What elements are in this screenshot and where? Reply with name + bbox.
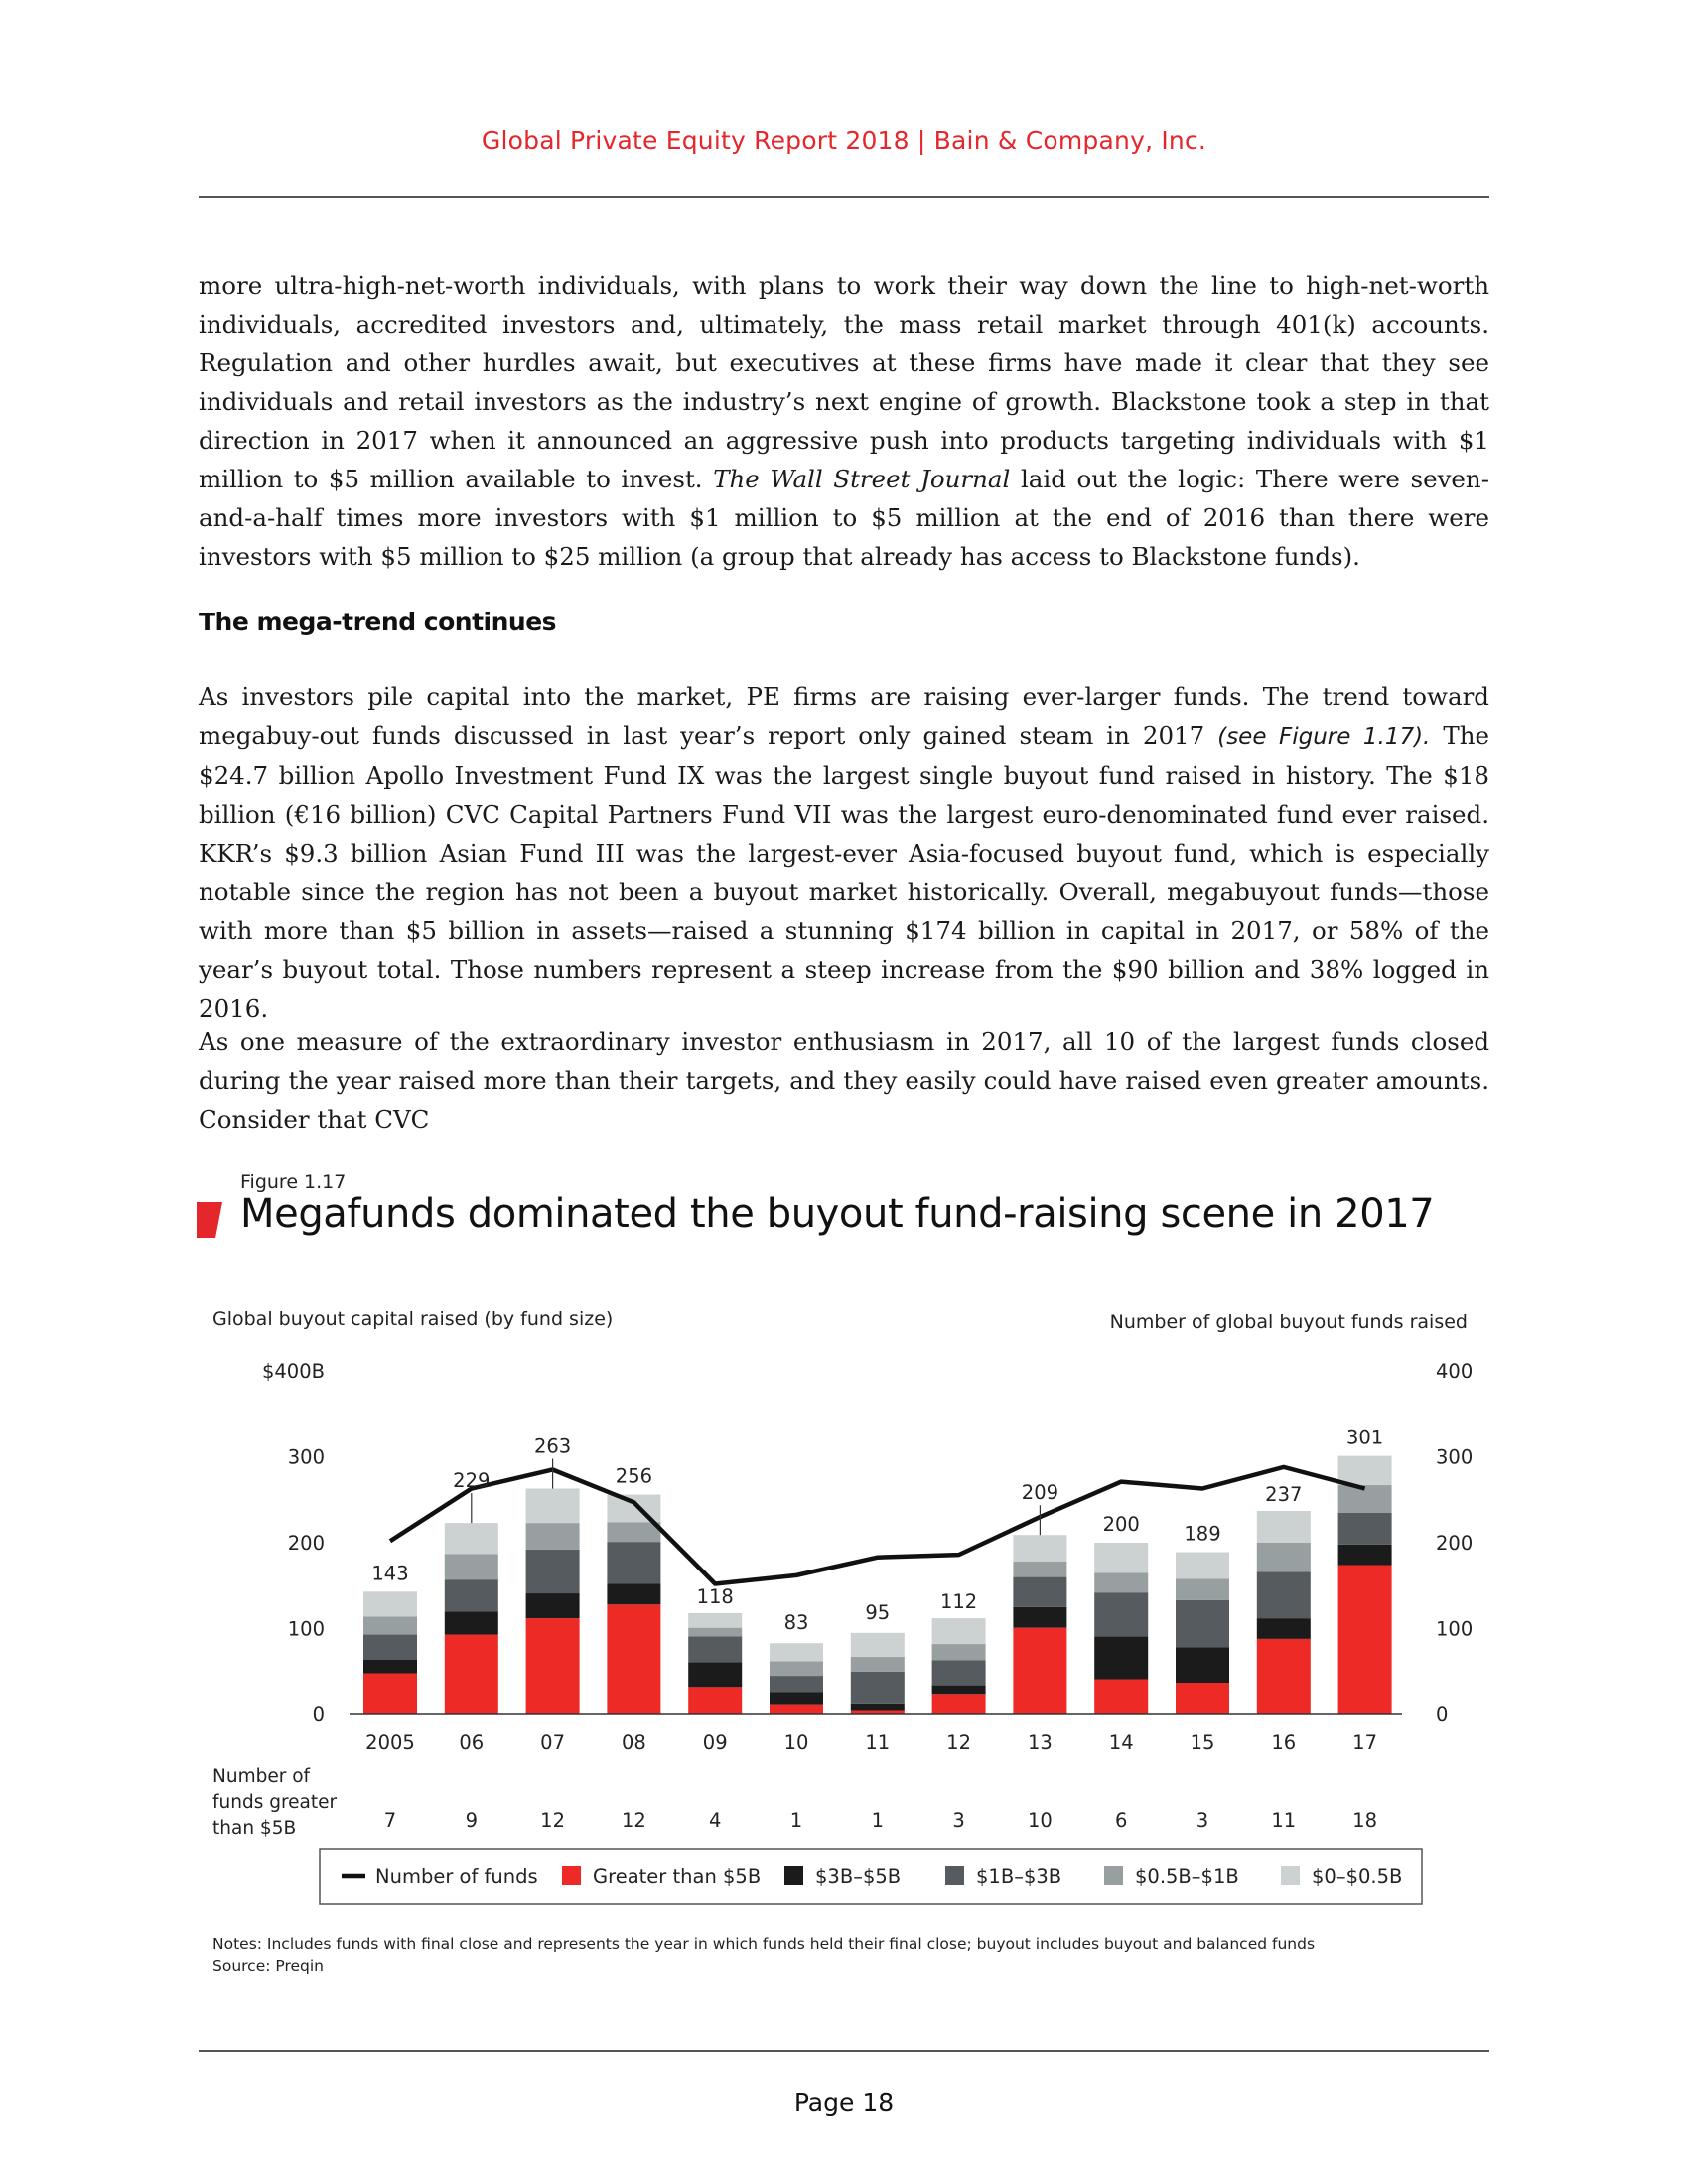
bar-segment — [363, 1616, 417, 1634]
bar-segment — [1013, 1577, 1066, 1607]
megafund-count: 3 — [952, 1809, 965, 1832]
bar-segment — [1176, 1683, 1229, 1714]
bar-segment — [1176, 1600, 1229, 1648]
bar-segment — [1013, 1562, 1066, 1577]
bar-segment — [688, 1687, 742, 1714]
bar-segment — [363, 1673, 417, 1714]
megafund-count: 3 — [1196, 1809, 1209, 1832]
megafund-count: 10 — [1027, 1809, 1053, 1832]
bar-segment — [1013, 1535, 1066, 1562]
bar-segment — [851, 1657, 905, 1672]
bar-total-label: 229 — [453, 1469, 491, 1493]
bar-total-label: 256 — [615, 1464, 653, 1488]
bar-segment — [1257, 1543, 1311, 1571]
x-tick-label: 16 — [1271, 1731, 1297, 1754]
bar-segment — [363, 1660, 417, 1674]
body-paragraph-1: more ultra-high-net-worth individuals, with plans to work their way down the line to high-net-worth individuals, accredited investors and, ultimately, the mass retail market through 401(k) accounts. Regulation and other hurdles await, but executives at these firms have made it clear that they see individuals and retail investors as the industry’s next engine of growth. Blackstone took a step in that direction in 2017 when it announced an aggressive push into products targeting individuals with $1 million to $5 million available to invest. The Wall Street Journal laid out the logic: There were seven-and-a-half times more investors with $1 million to $5 million at the end of 2016 than there were investors with $5 million to $25 million (a group that already has access to Blackstone funds). — [199, 271, 1489, 571]
legend-swatch — [1281, 1866, 1300, 1885]
bar-segment — [363, 1591, 417, 1616]
bar-segment — [932, 1694, 986, 1714]
bar-total-label: 118 — [696, 1584, 734, 1608]
bar-segment — [1338, 1565, 1392, 1714]
bar-segment — [932, 1618, 986, 1644]
bar-segment — [1338, 1456, 1392, 1485]
figure-notes — [212, 1933, 1315, 1977]
figure-notes-text: Notes: Includes funds with final close and represents the year in which funds held their final close; buyout includes buyout and balanced funds — [212, 1935, 1316, 1953]
bar-segment — [1176, 1648, 1229, 1683]
bar-segment — [1338, 1485, 1392, 1513]
megafund-count: 1 — [789, 1809, 803, 1832]
bar-total-label: 189 — [1184, 1522, 1221, 1546]
report-header: Global Private Equity Report 2018 | Bain & Company, Inc. — [481, 126, 1207, 155]
bar-total-label: 112 — [939, 1590, 978, 1614]
bar-segment — [445, 1554, 498, 1579]
left-tick-label: 300 — [287, 1445, 325, 1469]
bar-segment — [1013, 1628, 1066, 1714]
x-tick-label: 2005 — [365, 1731, 415, 1754]
bar-segment — [1257, 1618, 1311, 1639]
section-heading: The mega-trend continues — [199, 608, 557, 636]
bar-segment — [1176, 1553, 1229, 1579]
bar-segment — [688, 1628, 742, 1637]
bar-total-label: 237 — [1265, 1482, 1303, 1506]
bar-segment — [932, 1644, 986, 1660]
body-paragraph-2: As investors pile capital into the market, PE firms are raising ever-larger funds. The trend toward megabuy-out funds discussed in last year’s report only gained steam in 2017 (see Figure 1.17). The $24.7 billion Apollo Investment Fund IX was the largest single buyout fund raised in history. The $18 billion (€16 billion) CVC Capital Partners Fund VII was the largest euro-denominated fund ever raised. KKR’s $9.3 billion Asian Fund III was the largest-ever Asia-focused buyout fund, which is especially notable since the region has not been a buyout market historically. Overall, megabuyout funds—those with more than $5 billion in assets—raised a stunning $174 billion in capital in 2017, or 58% of the year’s buyout total. Those numbers represent a steep increase from the $90 billion and 38% logged in 2016. — [199, 682, 1489, 1023]
figure-title: Megafunds dominated the buyout fund-raising scene in 2017 — [240, 1191, 1435, 1237]
bar-segment — [607, 1584, 660, 1605]
bar-segment — [445, 1611, 498, 1634]
right-axis-title: Number of global buyout funds raised — [1109, 1311, 1468, 1333]
bar-segment — [1257, 1639, 1311, 1714]
megafund-count: 4 — [708, 1809, 722, 1832]
megafund-count: 12 — [621, 1809, 646, 1832]
right-tick-label: 300 — [1436, 1445, 1474, 1469]
bar-segment — [688, 1613, 742, 1628]
bar-total-label: 83 — [783, 1611, 809, 1635]
right-tick-label: 100 — [1436, 1617, 1474, 1641]
bar-segment — [851, 1672, 905, 1704]
bar-total-label: 263 — [533, 1434, 572, 1458]
figure-source: Source: Preqin — [212, 1957, 324, 1975]
legend-label: $0.5B–$1B — [1135, 1865, 1239, 1888]
megafund-count: 12 — [540, 1809, 566, 1832]
bar-segment — [932, 1661, 986, 1686]
bar-segment — [1338, 1513, 1392, 1545]
bar-segment — [445, 1579, 498, 1611]
megafund-row-label: than $5B — [212, 1818, 297, 1839]
bar-segment — [1013, 1607, 1066, 1628]
legend-swatch — [1104, 1866, 1123, 1885]
bar-segment — [445, 1523, 498, 1554]
x-tick-label: 14 — [1108, 1731, 1134, 1754]
megafund-row-label: Number of — [212, 1766, 311, 1787]
bar-segment — [770, 1643, 823, 1661]
bar-segment — [607, 1542, 660, 1583]
footer-rule — [199, 2050, 1489, 2052]
x-tick-label: 08 — [621, 1731, 646, 1754]
bar-segment — [526, 1550, 580, 1593]
bar-total-label: 95 — [865, 1600, 891, 1624]
bar-segment — [688, 1636, 742, 1662]
left-tick-label: 200 — [287, 1532, 325, 1555]
bar-segment — [851, 1704, 905, 1711]
bar-segment — [1338, 1545, 1392, 1566]
bar-segment — [607, 1522, 660, 1542]
bar-segment — [526, 1523, 580, 1550]
bar-total-label: 143 — [371, 1562, 409, 1585]
legend-swatch — [562, 1866, 581, 1885]
right-tick-label: 0 — [1436, 1704, 1449, 1726]
bar-segment — [1257, 1571, 1311, 1618]
legend-label: $3B–$5B — [815, 1865, 902, 1888]
x-tick-label: 13 — [1027, 1731, 1053, 1754]
x-tick-label: 15 — [1190, 1731, 1215, 1754]
megafund-count: 7 — [383, 1809, 397, 1832]
bar-segment — [526, 1618, 580, 1714]
bar-segment — [770, 1676, 823, 1692]
megafund-count: 11 — [1271, 1809, 1297, 1832]
megafund-row-label: funds greater — [212, 1792, 338, 1813]
bar-segment — [526, 1593, 580, 1618]
bar-total-label: 301 — [1345, 1426, 1384, 1449]
bar-segment — [1257, 1511, 1311, 1543]
bar-segment — [688, 1662, 742, 1687]
body-paragraph-3: As one measure of the extraordinary investor enthusiasm in 2017, all 10 of the largest funds closed during the year raised more than their targets, and they easily could have raised even greater amounts. Consider that CVC — [199, 1027, 1489, 1134]
bar-segment — [1094, 1680, 1148, 1714]
x-tick-label: 07 — [540, 1731, 566, 1754]
bar-segment — [770, 1693, 823, 1705]
left-tick-label: 100 — [287, 1617, 325, 1641]
x-tick-label: 12 — [946, 1731, 972, 1754]
bar-segment — [770, 1705, 823, 1714]
x-tick-label: 06 — [459, 1731, 485, 1754]
bar-segment — [526, 1489, 580, 1524]
bar-segment — [770, 1661, 823, 1676]
megafund-count: 6 — [1114, 1809, 1128, 1832]
megafund-count: 1 — [871, 1809, 885, 1832]
bar-segment — [607, 1604, 660, 1714]
bar-segment — [1176, 1578, 1229, 1600]
x-tick-label: 11 — [865, 1731, 891, 1754]
megafund-count: 9 — [465, 1809, 479, 1832]
left-tick-label: 0 — [312, 1704, 325, 1726]
legend-label: Number of funds — [375, 1865, 538, 1888]
left-tick-label: $400B — [261, 1360, 325, 1383]
bar-segment — [1094, 1636, 1148, 1679]
bar-segment — [607, 1495, 660, 1523]
bar-segment — [363, 1635, 417, 1660]
legend-swatch — [945, 1866, 964, 1885]
right-tick-label: 200 — [1436, 1532, 1474, 1555]
legend-label: Greater than $5B — [593, 1865, 762, 1888]
bar-total-label: 209 — [1021, 1481, 1059, 1505]
bar-total-label: 200 — [1102, 1513, 1140, 1536]
bar-segment — [1094, 1592, 1148, 1636]
figure-label: Figure 1.17 — [240, 1171, 347, 1193]
page-number: Page 18 — [793, 2088, 895, 2116]
bar-segment — [932, 1686, 986, 1695]
legend-swatch — [784, 1866, 803, 1885]
left-axis-title: Global buyout capital raised (by fund size) — [212, 1308, 614, 1330]
bar-segment — [445, 1635, 498, 1714]
x-tick-label: 17 — [1352, 1731, 1378, 1754]
x-tick-label: 09 — [702, 1731, 728, 1754]
bar-segment — [851, 1633, 905, 1657]
bar-segment — [1094, 1543, 1148, 1572]
legend-label: $0–$0.5B — [1312, 1865, 1403, 1888]
bar-segment — [1094, 1572, 1148, 1592]
legend-label: $1B–$3B — [976, 1865, 1062, 1888]
megafund-count: 18 — [1352, 1809, 1378, 1832]
x-tick-label: 10 — [783, 1731, 809, 1754]
right-tick-label: 400 — [1436, 1360, 1474, 1383]
